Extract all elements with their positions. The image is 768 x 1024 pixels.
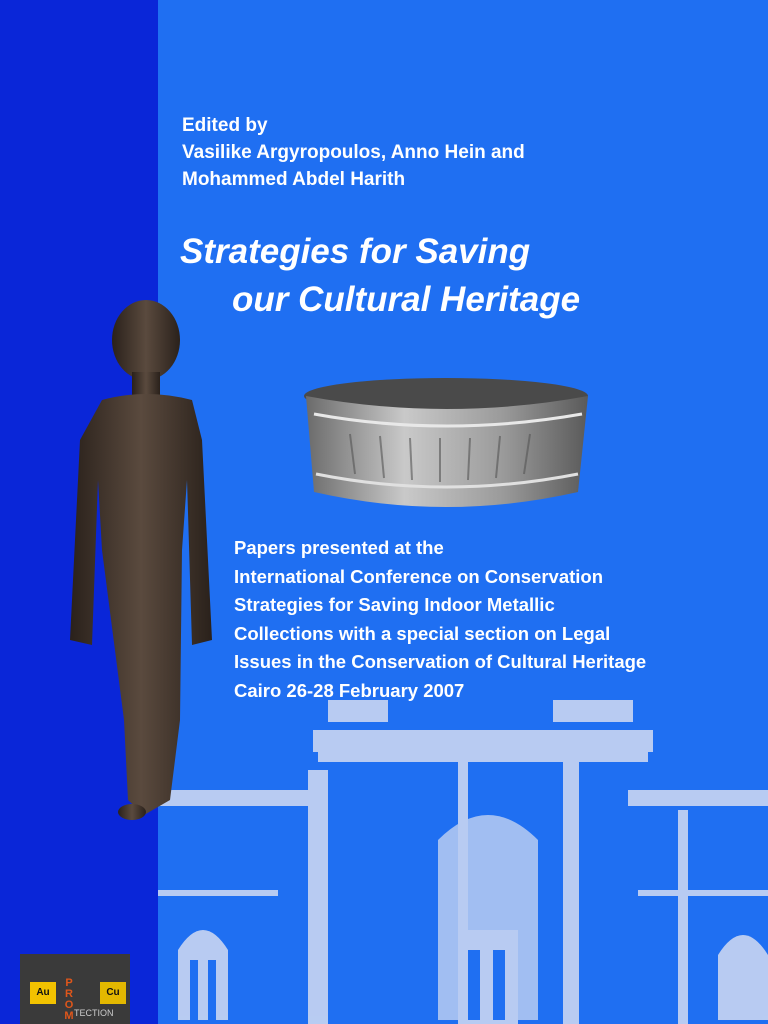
- book-title: [180, 228, 580, 324]
- logo-box-au: Au: [30, 982, 56, 1004]
- papers-line: Cairo 26-28 February 2007: [234, 679, 465, 701]
- logo-box-cu: Cu: [100, 982, 126, 1004]
- papers-line: International Conference on Conservation: [234, 565, 604, 587]
- museum-building-image: [158, 690, 768, 1024]
- edited-by-label: Edited by: [182, 115, 268, 136]
- papers-line: Strategies for Saving Indoor Metallic: [234, 594, 555, 615]
- title-line-2: our Cultural Heritage: [232, 280, 581, 319]
- papers-line: Issues in the Conservation of Cultural Heritage: [234, 651, 647, 672]
- logo-vertical-text: P R O M: [64, 977, 74, 1022]
- conference-description: [234, 534, 646, 705]
- statue-image: [62, 300, 222, 830]
- papers-line: Papers presented at the: [234, 537, 444, 558]
- title-line-1: Strategies for Saving: [180, 232, 531, 271]
- editors-line-1: Vasilike Argyropoulos, Anno Hein and: [182, 142, 525, 163]
- editors-line-2: Mohammed Abdel Harith: [182, 169, 406, 190]
- publisher-logo: [20, 954, 130, 1024]
- silver-bowl-image: [300, 374, 592, 512]
- logo-text: TECTION: [74, 1008, 114, 1018]
- papers-line: Collections with a special section on Legal: [234, 622, 611, 644]
- editors-block: [182, 112, 525, 193]
